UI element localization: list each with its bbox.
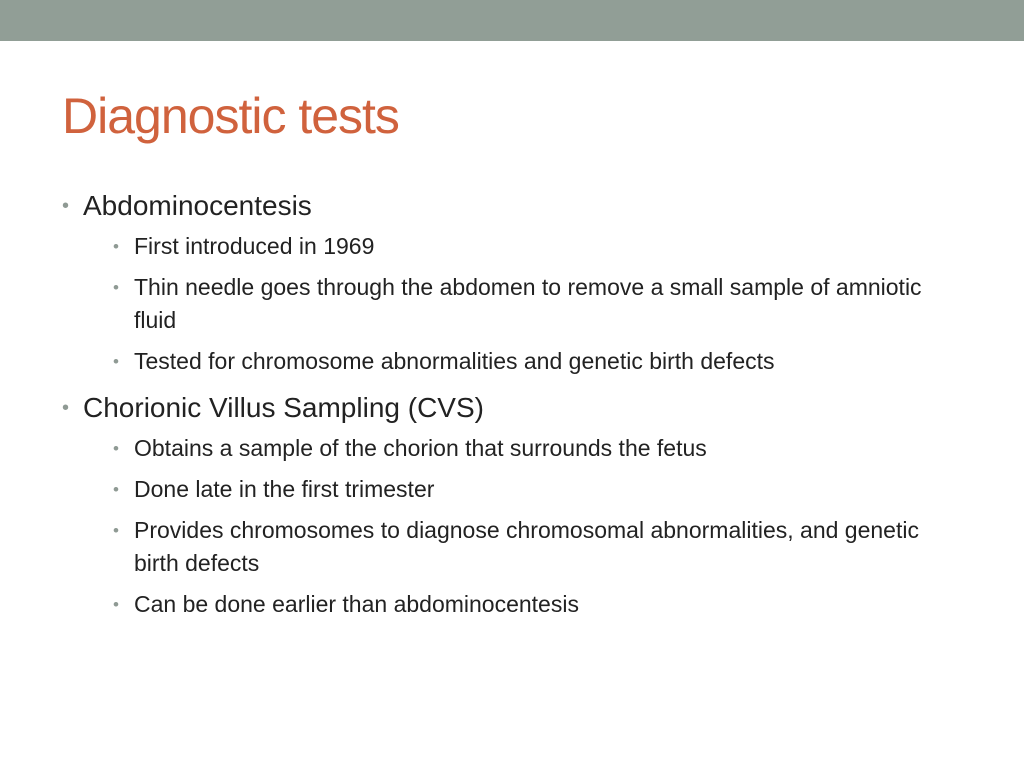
sub-bullet-text: Obtains a sample of the chorion that surrounds the fetus — [134, 435, 707, 461]
bullet-list — [62, 188, 962, 621]
slide-body — [62, 188, 962, 633]
slide-title: Diagnostic tests — [62, 88, 399, 144]
sub-bullet-text: Can be done earlier than abdominocentesis — [134, 591, 579, 617]
sub-bullet-item — [113, 271, 962, 337]
header-bar — [0, 0, 1024, 41]
sub-bullet-item — [113, 588, 962, 621]
sub-bullet-item — [113, 230, 962, 263]
sub-bullet-list — [83, 230, 962, 378]
sub-bullet-text: Tested for chromosome abnormalities and genetic birth defects — [134, 348, 775, 374]
bullet-icon: • — [113, 352, 119, 371]
sub-bullet-text: First introduced in 1969 — [134, 233, 375, 259]
bullet-icon: • — [113, 595, 119, 614]
sub-bullet-list — [83, 432, 962, 621]
bullet-icon: • — [113, 237, 119, 256]
bullet-icon: • — [113, 480, 119, 499]
bullet-icon: • — [113, 439, 119, 458]
bullet-text: Chorionic Villus Sampling (CVS) — [83, 392, 484, 423]
sub-bullet-item — [113, 432, 962, 465]
sub-bullet-text: Provides chromosomes to diagnose chromosomal abnormalities, and genetic birth defects — [134, 517, 919, 576]
bullet-icon: • — [113, 521, 119, 540]
bullet-icon: • — [62, 195, 70, 217]
sub-bullet-item — [113, 514, 962, 580]
bullet-item — [62, 188, 962, 378]
bullet-icon: • — [62, 397, 70, 419]
sub-bullet-item — [113, 345, 962, 378]
bullet-item — [62, 390, 962, 621]
sub-bullet-text: Done late in the first trimester — [134, 476, 435, 502]
bullet-icon: • — [113, 278, 119, 297]
sub-bullet-item — [113, 473, 962, 506]
bullet-text: Abdominocentesis — [83, 190, 312, 221]
sub-bullet-text: Thin needle goes through the abdomen to remove a small sample of amniotic fluid — [134, 274, 922, 333]
